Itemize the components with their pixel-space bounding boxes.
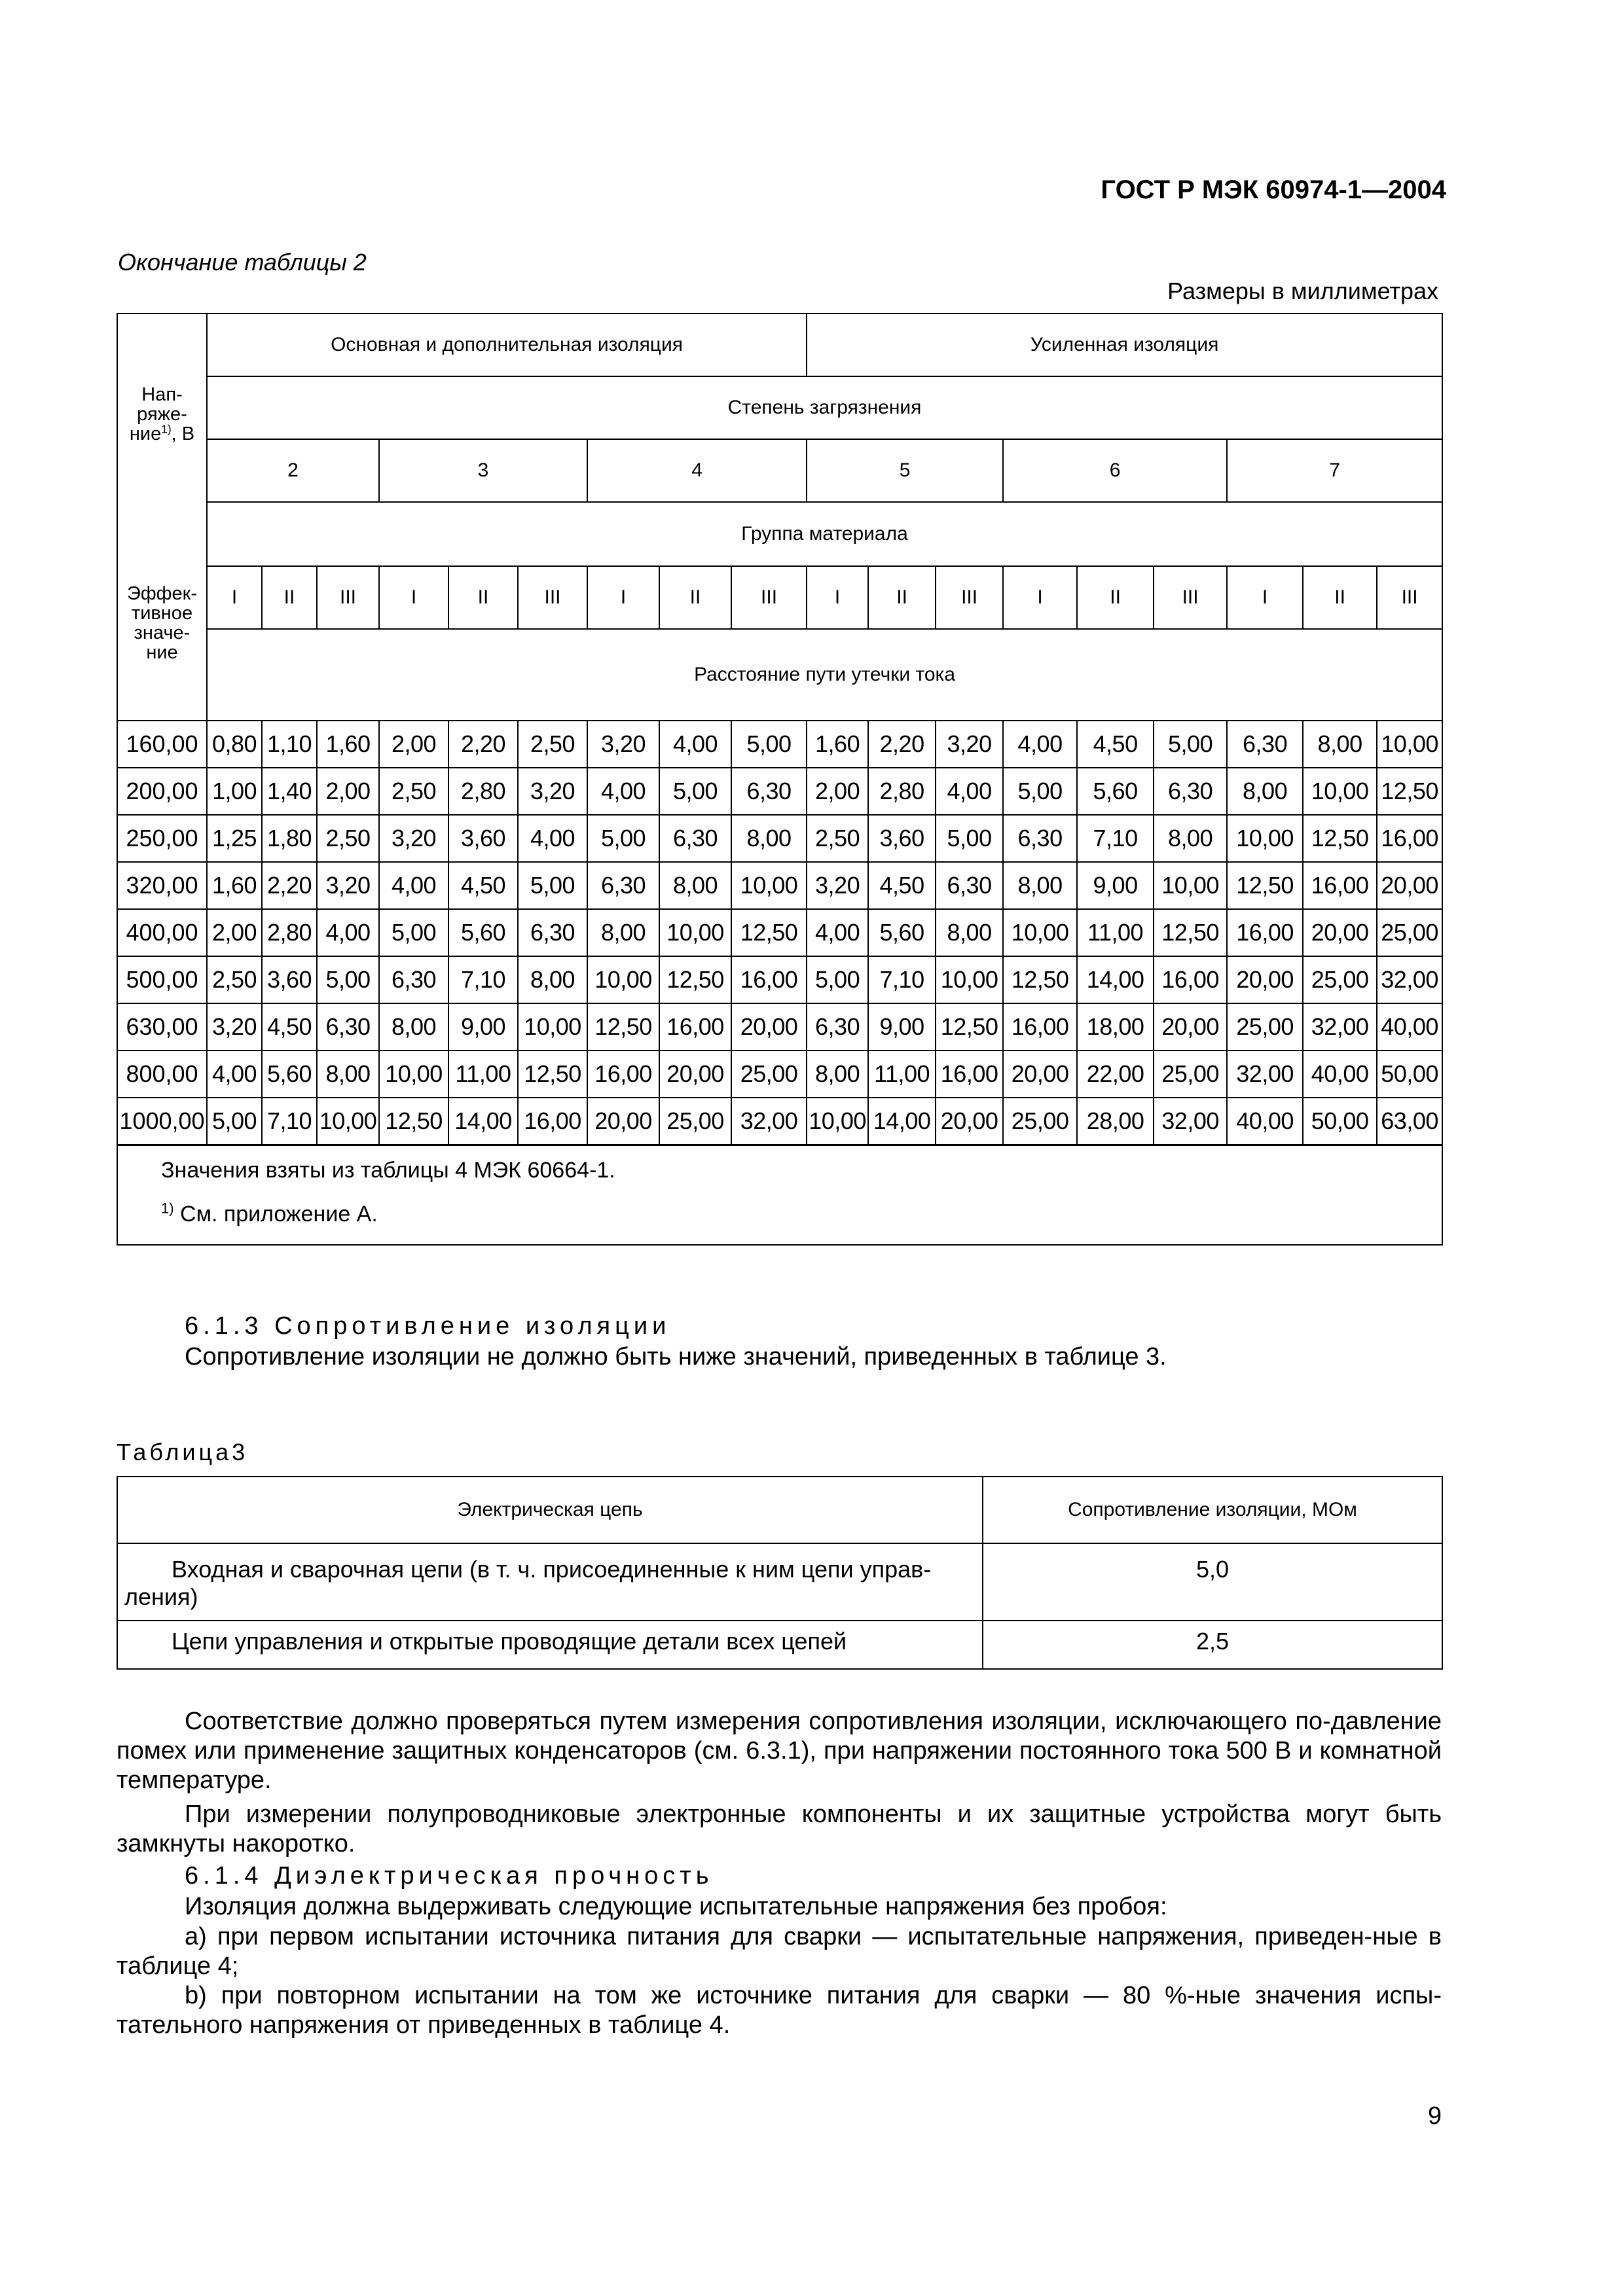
voltage-header-cell bbox=[117, 314, 207, 721]
creepage-value: 5,00 bbox=[379, 909, 448, 956]
voltage-value: 1000,00 bbox=[117, 1098, 207, 1145]
circuit-name: Цепи управления и открытые проводящие детали всех цепей bbox=[117, 1621, 983, 1669]
table-row bbox=[117, 956, 1442, 1003]
creepage-value: 2,50 bbox=[807, 815, 868, 862]
creepage-value: 32,00 bbox=[1377, 956, 1442, 1003]
creepage-value: 16,00 bbox=[1154, 956, 1227, 1003]
creepage-value: 40,00 bbox=[1377, 1003, 1442, 1050]
table-row bbox=[117, 1621, 1442, 1669]
creepage-value: 6,30 bbox=[936, 862, 1003, 909]
creepage-value: 14,00 bbox=[448, 1098, 518, 1145]
pollution-degree-4: 4 bbox=[587, 439, 807, 502]
creepage-value: 8,00 bbox=[518, 956, 587, 1003]
creepage-value: 3,60 bbox=[448, 815, 518, 862]
material-class-3: III bbox=[317, 566, 379, 629]
table-row bbox=[117, 1050, 1442, 1098]
creepage-value: 8,00 bbox=[1303, 721, 1377, 768]
list-item-a bbox=[117, 1922, 1442, 1981]
creepage-value: 4,00 bbox=[518, 815, 587, 862]
creepage-value: 9,00 bbox=[448, 1003, 518, 1050]
creepage-distance-header: Расстояние пути утечки тока bbox=[207, 629, 1442, 721]
material-class-3: III bbox=[1377, 566, 1442, 629]
creepage-value: 2,80 bbox=[868, 768, 936, 815]
creepage-value: 16,00 bbox=[1303, 862, 1377, 909]
creepage-value: 10,00 bbox=[936, 956, 1003, 1003]
creepage-value: 16,00 bbox=[518, 1098, 587, 1145]
creepage-value: 2,00 bbox=[207, 909, 262, 956]
creepage-value: 8,00 bbox=[1227, 768, 1303, 815]
creepage-value: 16,00 bbox=[587, 1050, 659, 1098]
header-electrical-circuit: Электрическая цепь bbox=[117, 1477, 983, 1543]
creepage-value: 12,50 bbox=[587, 1003, 659, 1050]
creepage-value: 40,00 bbox=[1303, 1050, 1377, 1098]
creepage-value: 16,00 bbox=[1227, 909, 1303, 956]
creepage-value: 40,00 bbox=[1227, 1098, 1303, 1145]
creepage-value: 8,00 bbox=[936, 909, 1003, 956]
creepage-value: 5,60 bbox=[868, 909, 936, 956]
voltage-header-label bbox=[118, 385, 206, 444]
header-insulation-resistance: Сопротивление изоляции, МОм bbox=[983, 1477, 1442, 1543]
creepage-value: 2,50 bbox=[379, 768, 448, 815]
creepage-value: 16,00 bbox=[936, 1050, 1003, 1098]
creepage-value: 4,00 bbox=[317, 909, 379, 956]
creepage-value: 63,00 bbox=[1377, 1098, 1442, 1145]
creepage-value: 32,00 bbox=[1154, 1098, 1227, 1145]
creepage-value: 5,00 bbox=[659, 768, 731, 815]
units-note: Размеры в миллиметрах bbox=[1167, 278, 1438, 304]
creepage-value: 12,50 bbox=[1154, 909, 1227, 956]
creepage-value: 25,00 bbox=[1227, 1003, 1303, 1050]
creepage-value: 20,00 bbox=[731, 1003, 807, 1050]
creepage-value: 50,00 bbox=[1377, 1050, 1442, 1098]
creepage-value: 1,00 bbox=[207, 768, 262, 815]
footnote-1 bbox=[118, 1183, 1442, 1227]
list-item-b-text: b) при повторном испытании на том же источнике питания для сварки — 80 %-ные значения испы-тательного напряжения от приведенных в таблице 4. bbox=[117, 1982, 1442, 2039]
creepage-value: 16,00 bbox=[659, 1003, 731, 1050]
creepage-value: 12,50 bbox=[379, 1098, 448, 1145]
material-class-2: II bbox=[262, 566, 317, 629]
creepage-value: 10,00 bbox=[731, 862, 807, 909]
creepage-value: 5,00 bbox=[936, 815, 1003, 862]
creepage-value: 25,00 bbox=[659, 1098, 731, 1145]
pollution-degree-5: 5 bbox=[807, 439, 1003, 502]
paragraph-semiconductors-text: При измерении полупроводниковые электронные компоненты и их защитные устройства могут быть замкнуты накоротко. bbox=[117, 1801, 1442, 1857]
creepage-value: 2,20 bbox=[868, 721, 936, 768]
creepage-value: 5,00 bbox=[1003, 768, 1077, 815]
creepage-value: 8,00 bbox=[1154, 815, 1227, 862]
creepage-value: 12,50 bbox=[659, 956, 731, 1003]
creepage-value: 28,00 bbox=[1077, 1098, 1154, 1145]
creepage-value: 20,00 bbox=[1303, 909, 1377, 956]
creepage-value: 2,50 bbox=[317, 815, 379, 862]
creepage-value: 3,20 bbox=[936, 721, 1003, 768]
creepage-value: 5,00 bbox=[1154, 721, 1227, 768]
material-class-2: II bbox=[448, 566, 518, 629]
creepage-value: 2,80 bbox=[262, 909, 317, 956]
table3-label: Таблица3 bbox=[117, 1439, 249, 1465]
pollution-degree-7: 7 bbox=[1227, 439, 1442, 502]
creepage-value: 20,00 bbox=[1154, 1003, 1227, 1050]
creepage-value: 4,00 bbox=[936, 768, 1003, 815]
creepage-value: 14,00 bbox=[868, 1098, 936, 1145]
creepage-value: 6,30 bbox=[317, 1003, 379, 1050]
list-item-a-text: a) при первом испытании источника питания для сварки — испытательные напряжения, приведен-ные в таблице 4; bbox=[117, 1923, 1442, 1980]
creepage-value: 12,50 bbox=[936, 1003, 1003, 1050]
material-class-2: II bbox=[1077, 566, 1154, 629]
table-row bbox=[117, 1003, 1442, 1050]
creepage-value: 12,50 bbox=[1003, 956, 1077, 1003]
creepage-value: 8,00 bbox=[659, 862, 731, 909]
insulation-resistance-table bbox=[117, 1476, 1443, 1670]
creepage-value: 5,00 bbox=[587, 815, 659, 862]
creepage-value: 7,10 bbox=[1077, 815, 1154, 862]
creepage-value: 6,30 bbox=[379, 956, 448, 1003]
creepage-value: 3,20 bbox=[207, 1003, 262, 1050]
voltage-value: 630,00 bbox=[117, 1003, 207, 1050]
creepage-value: 20,00 bbox=[587, 1098, 659, 1145]
creepage-value: 6,30 bbox=[731, 768, 807, 815]
voltage-value: 500,00 bbox=[117, 956, 207, 1003]
creepage-value: 5,00 bbox=[731, 721, 807, 768]
circuit-name: Входная и сварочная цепи (в т. ч. присоединенные к ним цепи управ- ления) bbox=[117, 1543, 983, 1621]
section-6-1-4-title: 6.1.4 Диэлектрическая прочность bbox=[185, 1862, 714, 1890]
table-continuation-caption: Окончание таблицы 2 bbox=[118, 249, 367, 276]
creepage-value: 6,30 bbox=[807, 1003, 868, 1050]
voltage-footnote-mark: 1) bbox=[161, 422, 172, 436]
creepage-value: 8,00 bbox=[379, 1003, 448, 1050]
material-class-1: I bbox=[379, 566, 448, 629]
creepage-value: 8,00 bbox=[587, 909, 659, 956]
table-row bbox=[117, 721, 1442, 768]
material-class-3: III bbox=[1154, 566, 1227, 629]
material-class-3: III bbox=[518, 566, 587, 629]
creepage-value: 5,60 bbox=[448, 909, 518, 956]
creepage-value: 10,00 bbox=[807, 1098, 868, 1145]
creepage-value: 20,00 bbox=[659, 1050, 731, 1098]
list-item-b bbox=[117, 1981, 1442, 2040]
creepage-value: 3,20 bbox=[317, 862, 379, 909]
voltage-value: 400,00 bbox=[117, 909, 207, 956]
creepage-value: 4,00 bbox=[659, 721, 731, 768]
creepage-value: 5,60 bbox=[1077, 768, 1154, 815]
section-6-1-3-text: Сопротивление изоляции не должно быть ниже значений, приведенных в таблице 3. bbox=[185, 1343, 1167, 1371]
table-row bbox=[117, 768, 1442, 815]
creepage-value: 25,00 bbox=[1154, 1050, 1227, 1098]
creepage-value: 2,50 bbox=[518, 721, 587, 768]
creepage-value: 10,00 bbox=[1227, 815, 1303, 862]
creepage-value: 16,00 bbox=[1003, 1003, 1077, 1050]
creepage-value: 3,20 bbox=[518, 768, 587, 815]
pollution-degree-2: 2 bbox=[207, 439, 379, 502]
creepage-value: 1,25 bbox=[207, 815, 262, 862]
creepage-value: 7,10 bbox=[448, 956, 518, 1003]
creepage-value: 10,00 bbox=[587, 956, 659, 1003]
material-class-2: II bbox=[1303, 566, 1377, 629]
creepage-value: 6,30 bbox=[518, 909, 587, 956]
creepage-value: 25,00 bbox=[731, 1050, 807, 1098]
document-id: ГОСТ Р МЭК 60974-1—2004 bbox=[1101, 175, 1446, 204]
material-class-3: III bbox=[936, 566, 1003, 629]
pollution-degree-header: Степень загрязнения bbox=[207, 376, 1442, 439]
pollution-degree-3: 3 bbox=[379, 439, 587, 502]
footnote-1-text: См. приложение А. bbox=[180, 1202, 378, 1227]
creepage-value: 25,00 bbox=[1377, 909, 1442, 956]
voltage-unit: , В bbox=[171, 423, 195, 444]
table-row bbox=[117, 862, 1442, 909]
creepage-value: 20,00 bbox=[1227, 956, 1303, 1003]
creepage-value: 8,00 bbox=[731, 815, 807, 862]
creepage-value: 9,00 bbox=[868, 1003, 936, 1050]
table-row bbox=[117, 815, 1442, 862]
creepage-value: 10,00 bbox=[317, 1098, 379, 1145]
material-class-1: I bbox=[1227, 566, 1303, 629]
creepage-value: 1,10 bbox=[262, 721, 317, 768]
creepage-value: 2,00 bbox=[807, 768, 868, 815]
creepage-value: 3,20 bbox=[807, 862, 868, 909]
voltage-value: 200,00 bbox=[117, 768, 207, 815]
creepage-value: 4,50 bbox=[448, 862, 518, 909]
creepage-value: 12,50 bbox=[1303, 815, 1377, 862]
pollution-degree-6: 6 bbox=[1003, 439, 1227, 502]
material-class-1: I bbox=[807, 566, 868, 629]
source-note: Значения взяты из таблицы 4 МЭК 60664-1. bbox=[161, 1158, 615, 1183]
creepage-value: 2,80 bbox=[448, 768, 518, 815]
creepage-value: 22,00 bbox=[1077, 1050, 1154, 1098]
voltage-header-text: Нап- ряже- ние bbox=[129, 384, 187, 444]
creepage-value: 10,00 bbox=[659, 909, 731, 956]
creepage-value: 3,20 bbox=[379, 815, 448, 862]
creepage-value: 6,30 bbox=[1227, 721, 1303, 768]
creepage-value: 6,30 bbox=[1003, 815, 1077, 862]
creepage-value: 7,10 bbox=[868, 956, 936, 1003]
creepage-value: 5,00 bbox=[207, 1098, 262, 1145]
creepage-value: 20,00 bbox=[1377, 862, 1442, 909]
footnote-1-mark: 1) bbox=[161, 1200, 174, 1217]
creepage-value: 6,30 bbox=[1154, 768, 1227, 815]
creepage-value: 4,50 bbox=[868, 862, 936, 909]
effective-value-text: Эффек- тивное значе- ние bbox=[126, 583, 198, 663]
group-reinforced-insulation: Усиленная изоляция bbox=[807, 314, 1442, 376]
creepage-value: 16,00 bbox=[731, 956, 807, 1003]
creepage-value: 8,00 bbox=[1003, 862, 1077, 909]
paragraph-semiconductors bbox=[117, 1800, 1442, 1859]
creepage-value: 2,00 bbox=[379, 721, 448, 768]
creepage-value: 8,00 bbox=[807, 1050, 868, 1098]
creepage-value: 4,50 bbox=[1077, 721, 1154, 768]
creepage-value: 4,00 bbox=[807, 909, 868, 956]
creepage-value: 16,00 bbox=[1377, 815, 1442, 862]
creepage-value: 5,00 bbox=[807, 956, 868, 1003]
table-row bbox=[117, 1098, 1442, 1145]
creepage-value: 3,60 bbox=[262, 956, 317, 1003]
creepage-value: 12,50 bbox=[518, 1050, 587, 1098]
material-class-1: I bbox=[587, 566, 659, 629]
creepage-value: 50,00 bbox=[1303, 1098, 1377, 1145]
creepage-value: 2,20 bbox=[448, 721, 518, 768]
creepage-value: 9,00 bbox=[1077, 862, 1154, 909]
voltage-value: 160,00 bbox=[117, 721, 207, 768]
creepage-value: 0,80 bbox=[207, 721, 262, 768]
creepage-value: 10,00 bbox=[1154, 862, 1227, 909]
creepage-value: 1,60 bbox=[207, 862, 262, 909]
creepage-value: 4,00 bbox=[587, 768, 659, 815]
table-row bbox=[117, 1543, 1442, 1621]
creepage-value: 25,00 bbox=[1003, 1098, 1077, 1145]
creepage-value: 2,50 bbox=[207, 956, 262, 1003]
voltage-value: 800,00 bbox=[117, 1050, 207, 1098]
material-class-2: II bbox=[868, 566, 936, 629]
creepage-table bbox=[117, 313, 1443, 1246]
creepage-value: 4,00 bbox=[207, 1050, 262, 1098]
paragraph-compliance-text: Соответствие должно проверяться путем измерения сопротивления изоляции, исключающего по-давление помех или применение защитных конденсаторов (см. 6.3.1), при напряжении постоянного тока 500 В и комнатной температуре. bbox=[117, 1708, 1442, 1794]
creepage-value: 2,20 bbox=[262, 862, 317, 909]
creepage-value: 32,00 bbox=[1227, 1050, 1303, 1098]
table-row bbox=[117, 909, 1442, 956]
material-group-header: Группа материала bbox=[207, 502, 1442, 566]
creepage-value: 1,40 bbox=[262, 768, 317, 815]
creepage-value: 3,20 bbox=[587, 721, 659, 768]
creepage-value: 12,50 bbox=[1227, 862, 1303, 909]
creepage-value: 14,00 bbox=[1077, 956, 1154, 1003]
creepage-value: 4,50 bbox=[262, 1003, 317, 1050]
creepage-value: 20,00 bbox=[936, 1098, 1003, 1145]
section-6-1-4-intro: Изоляция должна выдерживать следующие испытательные напряжения без пробоя: bbox=[185, 1893, 1167, 1920]
creepage-value: 2,00 bbox=[317, 768, 379, 815]
creepage-value: 32,00 bbox=[1303, 1003, 1377, 1050]
table2-footnotes bbox=[117, 1145, 1442, 1246]
material-class-1: I bbox=[1003, 566, 1077, 629]
voltage-value: 320,00 bbox=[117, 862, 207, 909]
creepage-value: 10,00 bbox=[1303, 768, 1377, 815]
creepage-value: 3,60 bbox=[868, 815, 936, 862]
material-class-2: II bbox=[659, 566, 731, 629]
group-basic-insulation: Основная и дополнительная изоляция bbox=[207, 314, 807, 376]
creepage-value: 7,10 bbox=[262, 1098, 317, 1145]
creepage-value: 10,00 bbox=[1377, 721, 1442, 768]
resistance-value: 5,0 bbox=[983, 1543, 1442, 1621]
creepage-value: 4,00 bbox=[1003, 721, 1077, 768]
creepage-value: 5,00 bbox=[518, 862, 587, 909]
creepage-value: 4,00 bbox=[379, 862, 448, 909]
creepage-value: 6,30 bbox=[587, 862, 659, 909]
section-6-1-3-title: 6.1.3 Сопротивление изоляции bbox=[185, 1312, 671, 1340]
effective-value-label bbox=[118, 584, 206, 662]
creepage-value: 25,00 bbox=[1303, 956, 1377, 1003]
creepage-value: 1,60 bbox=[317, 721, 379, 768]
creepage-value: 5,60 bbox=[262, 1050, 317, 1098]
creepage-value: 1,80 bbox=[262, 815, 317, 862]
creepage-value: 11,00 bbox=[868, 1050, 936, 1098]
page-number: 9 bbox=[1427, 2102, 1442, 2130]
voltage-value: 250,00 bbox=[117, 815, 207, 862]
creepage-value: 11,00 bbox=[448, 1050, 518, 1098]
creepage-value: 10,00 bbox=[379, 1050, 448, 1098]
creepage-value: 8,00 bbox=[317, 1050, 379, 1098]
creepage-value: 12,50 bbox=[1377, 768, 1442, 815]
creepage-value: 11,00 bbox=[1077, 909, 1154, 956]
creepage-value: 1,60 bbox=[807, 721, 868, 768]
paragraph-compliance bbox=[117, 1707, 1442, 1795]
creepage-value: 5,00 bbox=[317, 956, 379, 1003]
creepage-value: 20,00 bbox=[1003, 1050, 1077, 1098]
creepage-value: 12,50 bbox=[731, 909, 807, 956]
resistance-value: 2,5 bbox=[983, 1621, 1442, 1669]
material-class-3: III bbox=[731, 566, 807, 629]
creepage-value: 6,30 bbox=[659, 815, 731, 862]
material-class-1: I bbox=[207, 566, 262, 629]
creepage-value: 10,00 bbox=[518, 1003, 587, 1050]
creepage-value: 32,00 bbox=[731, 1098, 807, 1145]
creepage-value: 18,00 bbox=[1077, 1003, 1154, 1050]
creepage-value: 10,00 bbox=[1003, 909, 1077, 956]
